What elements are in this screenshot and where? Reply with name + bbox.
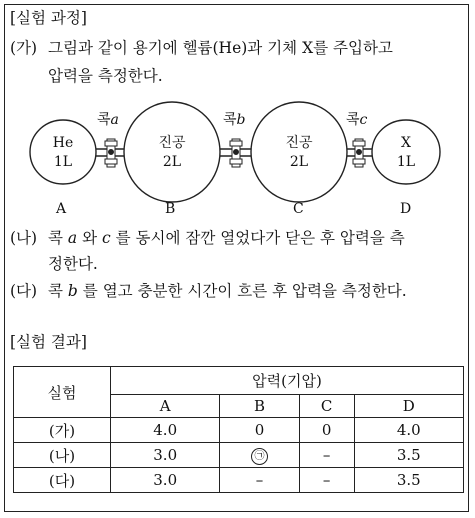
results-table — [13, 366, 464, 493]
step-na-marker: (나) — [10, 229, 38, 247]
container-a-gas: He — [52, 135, 74, 151]
procedure-header: [실험 과정] — [10, 9, 87, 27]
container-b-gas: 진공 — [158, 135, 186, 151]
col-d-header: D — [354, 395, 463, 418]
cell-ga-c: 0 — [299, 418, 354, 443]
valve-a-label: 콕a — [97, 112, 119, 128]
step-da-line1: 콕 b 를 열고 충분한 시간이 흐른 후 압력을 측정한다. — [48, 282, 407, 300]
container-d-volume: 1L — [396, 154, 416, 170]
container-b-label: B — [165, 201, 176, 217]
cell-da-d: 3.5 — [354, 468, 463, 493]
valve-b-label: 콕b — [223, 112, 246, 128]
container-d — [372, 120, 440, 184]
cell-na-a: 3.0 — [111, 443, 220, 468]
cell-ga-b: 0 — [220, 418, 299, 443]
container-a-label: A — [56, 201, 67, 217]
valve-a-icon — [105, 139, 117, 167]
table-row — [14, 418, 464, 443]
cell-ga-a: 4.0 — [111, 418, 220, 443]
container-c-label: C — [293, 201, 304, 217]
col-c-header: C — [299, 395, 354, 418]
cell-na-c: – — [299, 443, 354, 468]
container-a — [30, 120, 96, 184]
table-row — [14, 468, 464, 493]
cell-da-c: – — [299, 468, 354, 493]
row-na-name: (나) — [14, 443, 111, 468]
cell-da-a: 3.0 — [111, 468, 220, 493]
table-row — [14, 443, 464, 468]
container-a-volume: 1L — [53, 154, 73, 170]
valve-b-icon — [230, 139, 242, 167]
cell-na-b — [220, 443, 299, 468]
container-c-gas: 진공 — [285, 135, 313, 151]
container-b-volume: 2L — [162, 154, 182, 170]
row-ga-name: (가) — [14, 418, 111, 443]
container-c — [251, 102, 347, 202]
unknown-marker: ㉠ — [251, 448, 268, 465]
row-da-name: (다) — [14, 468, 111, 493]
step-na-line1: 콕 a 와 c 를 동시에 잠깐 열었다가 닫은 후 압력을 측 — [48, 229, 405, 247]
col-experiment-header: 실험 — [14, 367, 111, 418]
cell-ga-d: 4.0 — [354, 418, 463, 443]
step-ga-marker: (가) — [10, 39, 38, 57]
cell-na-d: 3.5 — [354, 443, 463, 468]
valve-c-icon — [353, 139, 365, 167]
col-pressure-header: 압력(기압) — [111, 367, 464, 395]
container-d-gas: X — [401, 135, 411, 151]
col-b-header: B — [220, 395, 299, 418]
valve-c-label: 콕c — [346, 112, 368, 128]
container-c-volume: 2L — [289, 154, 309, 170]
step-da-marker: (다) — [10, 282, 38, 300]
container-b — [124, 102, 220, 202]
results-header: [실험 결과] — [10, 333, 87, 351]
step-na-line2: 정한다. — [48, 255, 98, 273]
container-d-label: D — [400, 201, 412, 217]
step-ga-line1: 그림과 같이 용기에 헬륨(He)과 기체 X를 주입하고 — [48, 39, 393, 57]
step-ga-line2: 압력을 측정한다. — [48, 67, 163, 85]
cell-da-b: – — [220, 468, 299, 493]
col-a-header: A — [111, 395, 220, 418]
